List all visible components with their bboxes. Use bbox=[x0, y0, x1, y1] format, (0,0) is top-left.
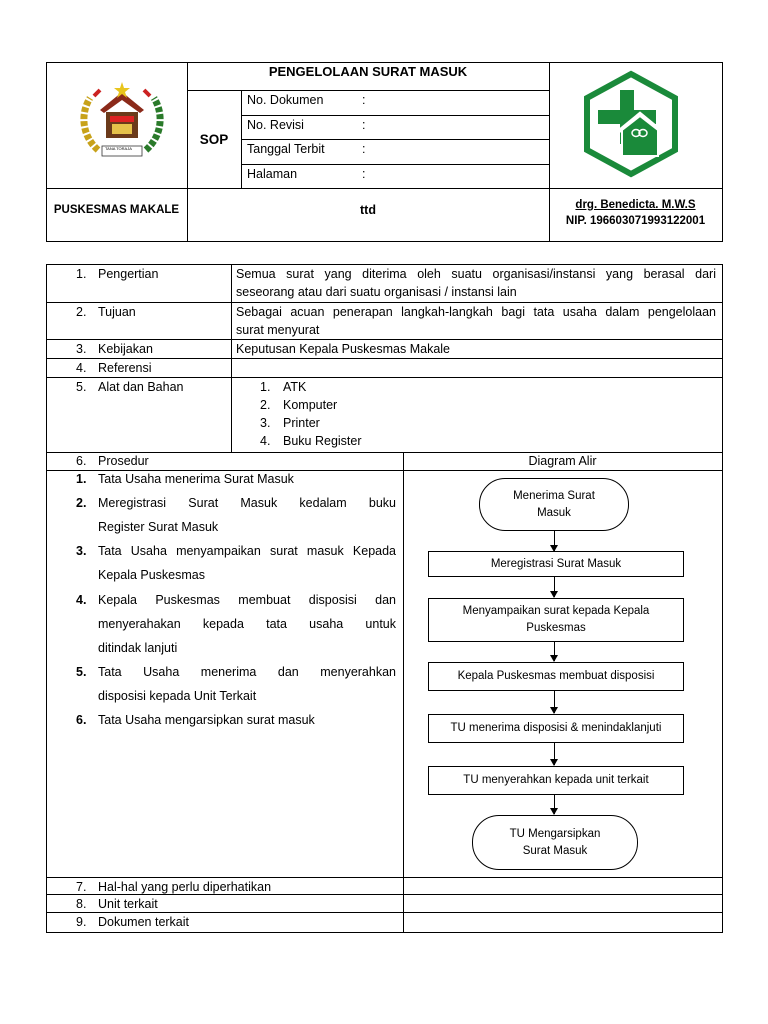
procedure-step-5-line2: disposisi kepada Unit Terkait bbox=[98, 689, 257, 703]
list-item: Printer bbox=[283, 416, 320, 430]
regency-emblem-logo bbox=[76, 80, 168, 172]
list-item-number: 4. bbox=[260, 434, 271, 448]
list-item-number: 3. bbox=[260, 416, 271, 430]
official-nip: NIP. 196603071993122001 bbox=[565, 215, 706, 227]
flow-step-follow-up: TU menerima disposisi & menindaklanjuti bbox=[428, 714, 684, 743]
tujuan-text-line1: Sebagai acuan penerapan langkah-langkah bagi tata usaha dalam pengelolaan bbox=[236, 305, 716, 319]
procedure-number: 1. bbox=[76, 472, 87, 486]
pengertian-text-line1: Semua surat yang diterima oleh suatu organisasi/instansi yang berasal dari bbox=[236, 267, 716, 281]
procedure-step-4-line3: ditindak lanjuti bbox=[98, 641, 178, 655]
meta-label-revision: No. Revisi bbox=[247, 118, 304, 132]
meta-sep-issue-date: : bbox=[362, 142, 366, 156]
flow-start-line1: Menerima Surat bbox=[513, 489, 595, 502]
procedure-step-4-line2: menyerahakan kepada tata usaha untuk bbox=[98, 617, 396, 631]
flow-start-line2: Masuk bbox=[537, 506, 571, 519]
flow-arrow bbox=[554, 531, 555, 551]
section-number: 2. bbox=[76, 305, 87, 319]
procedure-number: 4. bbox=[76, 593, 87, 607]
section-number: 7. bbox=[76, 880, 87, 894]
official-name: drg. Benedicta. M.W.S bbox=[575, 199, 696, 211]
list-item-number: 1. bbox=[260, 380, 271, 394]
section-label-kebijakan: Kebijakan bbox=[98, 342, 153, 356]
section-label-tujuan: Tujuan bbox=[98, 305, 136, 319]
section-label-pengertian: Pengertian bbox=[98, 267, 159, 281]
section-label-prosedur: Prosedur bbox=[98, 454, 149, 468]
tujuan-text-line2: surat menyurat bbox=[236, 323, 320, 337]
section-number: 5. bbox=[76, 380, 87, 394]
flow-start-terminator bbox=[479, 478, 629, 531]
flow-step-hand-over: TU menyerahkan kepada unit terkait bbox=[428, 766, 684, 795]
section-number: 4. bbox=[76, 361, 87, 375]
meta-sep-doc-number: : bbox=[362, 93, 366, 107]
flow-arrow bbox=[554, 795, 555, 814]
flow-step-deliver bbox=[428, 598, 684, 642]
section-label-unit-terkait: Unit terkait bbox=[98, 897, 158, 911]
flow-end-line2: Surat Masuk bbox=[522, 844, 588, 857]
flow-step-deliver-line2: Puskesmas bbox=[526, 622, 586, 634]
procedure-step-6: Tata Usaha mengarsipkan surat masuk bbox=[98, 713, 315, 727]
signature-ttd: ttd bbox=[360, 203, 376, 217]
flow-end-line1: TU Mengarsipkan bbox=[509, 827, 601, 840]
organization-name: PUSKESMAS MAKALE bbox=[53, 204, 180, 216]
procedure-step-5-line1: Tata Usaha menerima dan menyerahkan bbox=[98, 665, 396, 679]
procedure-step-1: Tata Usaha menerima Surat Masuk bbox=[98, 472, 294, 486]
meta-label-page: Halaman bbox=[247, 167, 298, 181]
document-title: PENGELOLAAN SURAT MASUK bbox=[268, 64, 468, 79]
section-label-hal-perlu-diperhatikan: Hal-hal yang perlu diperhatikan bbox=[98, 880, 272, 894]
sop-label: SOP bbox=[199, 132, 229, 147]
procedure-step-2-line2: Register Surat Masuk bbox=[98, 520, 219, 534]
pengertian-text-line2: seseorang atau dari suatu organisasi / instansi lain bbox=[236, 285, 517, 299]
kebijakan-text: Keputusan Kepala Puskesmas Makale bbox=[236, 342, 451, 356]
section-label-referensi: Referensi bbox=[98, 361, 152, 375]
list-item: Buku Register bbox=[283, 434, 362, 448]
section-label-alat-bahan: Alat dan Bahan bbox=[98, 380, 184, 394]
emblem-ribbon-text: TANA TORAJA bbox=[105, 146, 132, 151]
puskesmas-logo bbox=[578, 70, 684, 178]
meta-label-doc-number: No. Dokumen bbox=[247, 93, 324, 107]
flow-arrow bbox=[554, 642, 555, 661]
list-item: ATK bbox=[283, 380, 307, 394]
section-number: 9. bbox=[76, 915, 87, 929]
section-label-dokumen-terkait: Dokumen terkait bbox=[98, 915, 190, 929]
flow-arrow bbox=[554, 743, 555, 765]
meta-sep-page: : bbox=[362, 167, 366, 181]
procedure-number: 3. bbox=[76, 544, 87, 558]
procedure-number: 5. bbox=[76, 665, 87, 679]
flow-arrow bbox=[554, 691, 555, 713]
flow-step-deliver-line1: Menyampaikan surat kepada Kepala bbox=[462, 605, 650, 617]
list-item-number: 2. bbox=[260, 398, 271, 412]
meta-label-issue-date: Tanggal Terbit bbox=[247, 142, 325, 156]
meta-sep-revision: : bbox=[362, 118, 366, 132]
procedure-number: 6. bbox=[76, 713, 87, 727]
diagram-title: Diagram Alir bbox=[528, 454, 597, 468]
section-number: 1. bbox=[76, 267, 87, 281]
section-number: 8. bbox=[76, 897, 87, 911]
flow-step-disposition: Kepala Puskesmas membuat disposisi bbox=[428, 662, 684, 691]
section-number: 3. bbox=[76, 342, 87, 356]
procedure-step-3-line2: Kepala Puskesmas bbox=[98, 568, 206, 582]
flow-end-terminator bbox=[472, 815, 638, 870]
procedure-number: 2. bbox=[76, 496, 87, 510]
list-item: Komputer bbox=[283, 398, 338, 412]
procedure-step-4-line1: Kepala Puskesmas membuat disposisi dan bbox=[98, 593, 396, 607]
flow-step-register: Meregistrasi Surat Masuk bbox=[428, 551, 684, 577]
section-number: 6. bbox=[76, 454, 87, 468]
procedure-step-2-line1: Meregistrasi Surat Masuk kedalam buku bbox=[98, 496, 396, 510]
flow-arrow bbox=[554, 577, 555, 597]
procedure-step-3-line1: Tata Usaha menyampaikan surat masuk Kepada bbox=[98, 544, 396, 558]
